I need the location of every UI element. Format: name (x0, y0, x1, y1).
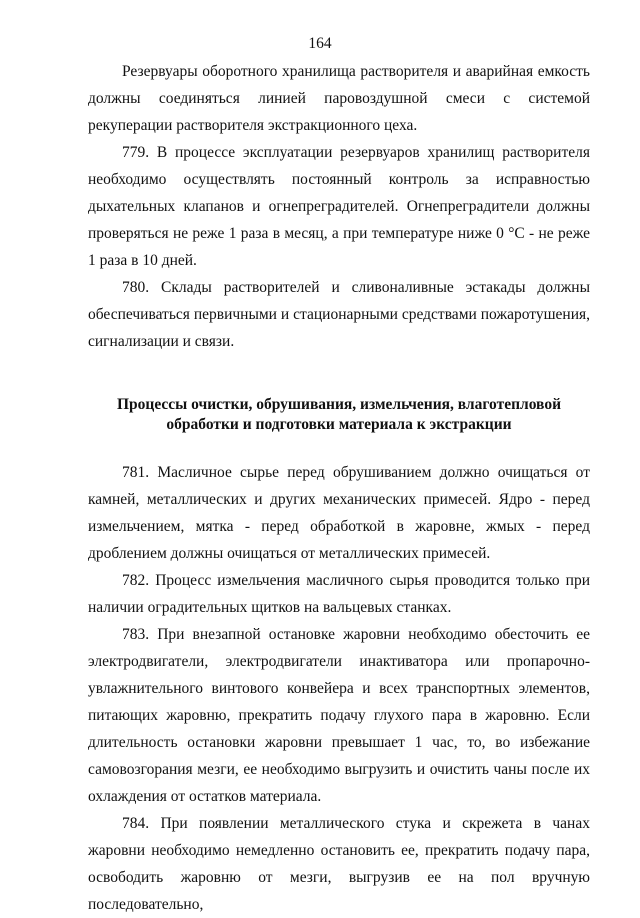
section-heading (88, 395, 590, 435)
page-number: 164 (308, 35, 332, 52)
paragraph-779: 779. В процессе эксплуатации резервуаров хранилищ растворителя необходимо осуществлять постоянный контроль за исправностью дыхательных клапанов и огнепреградителей. Огнепреградители должны проверяться не реже 1 раза в месяц, а при температуре ниже 0 °C - не реже 1 раза в 10 дней. (88, 144, 590, 269)
paragraph-783: 783. При внезапной остановке жаровни необходимо обесточить ее электродвигатели, электродвигатели инактиватора или пропарочно-увлажнительного винтового конвейера и всех транспортных элементов, питающих жаровню, прекратить подачу глухого пара в жаровню. Если длительность остановки жаровни превышает 1 час, то, во избежание самовозгорания мезги, ее необходимо выгрузить и очистить чаны после их охлаждения от остатков материала. (88, 626, 590, 805)
paragraph: Резервуары оборотного хранилища растворителя и аварийная емкость должны соединяться линией паровоздушной смеси с системой рекуперации растворителя экстракционного цеха. (88, 63, 590, 134)
paragraph-782: 782. Процесс измельчения масличного сырья проводится только при наличии оградительных щитков на вальцевых станках. (88, 572, 590, 616)
section-heading-line-1: Процессы очистки, обрушивания, измельчения, влаготепловой (116, 396, 562, 413)
paragraph-781: 781. Масличное сырье перед обрушиванием должно очищаться от камней, металлических и других механических примесей. Ядро - перед измельчением, мятка - перед обработкой в жаровне, жмых - перед дроблением должны очищаться от металлических примесей. (88, 464, 590, 562)
section-heading-line-2: обработки и подготовки материала к экстракции (166, 416, 512, 433)
paragraph-780: 780. Склады растворителей и сливоналивные эстакады должны обеспечиваться первичными и стационарными средствами пожаротушения, сигнализации и связи. (88, 279, 590, 350)
paragraph-784: 784. При появлении металлического стука и скрежета в чанах жаровни необходимо немедленно остановить ее, прекратить подачу пара, освободить жаровню от мезги, выгрузив ее на пол вручную последовательно, (88, 815, 590, 913)
document-body (88, 58, 590, 918)
